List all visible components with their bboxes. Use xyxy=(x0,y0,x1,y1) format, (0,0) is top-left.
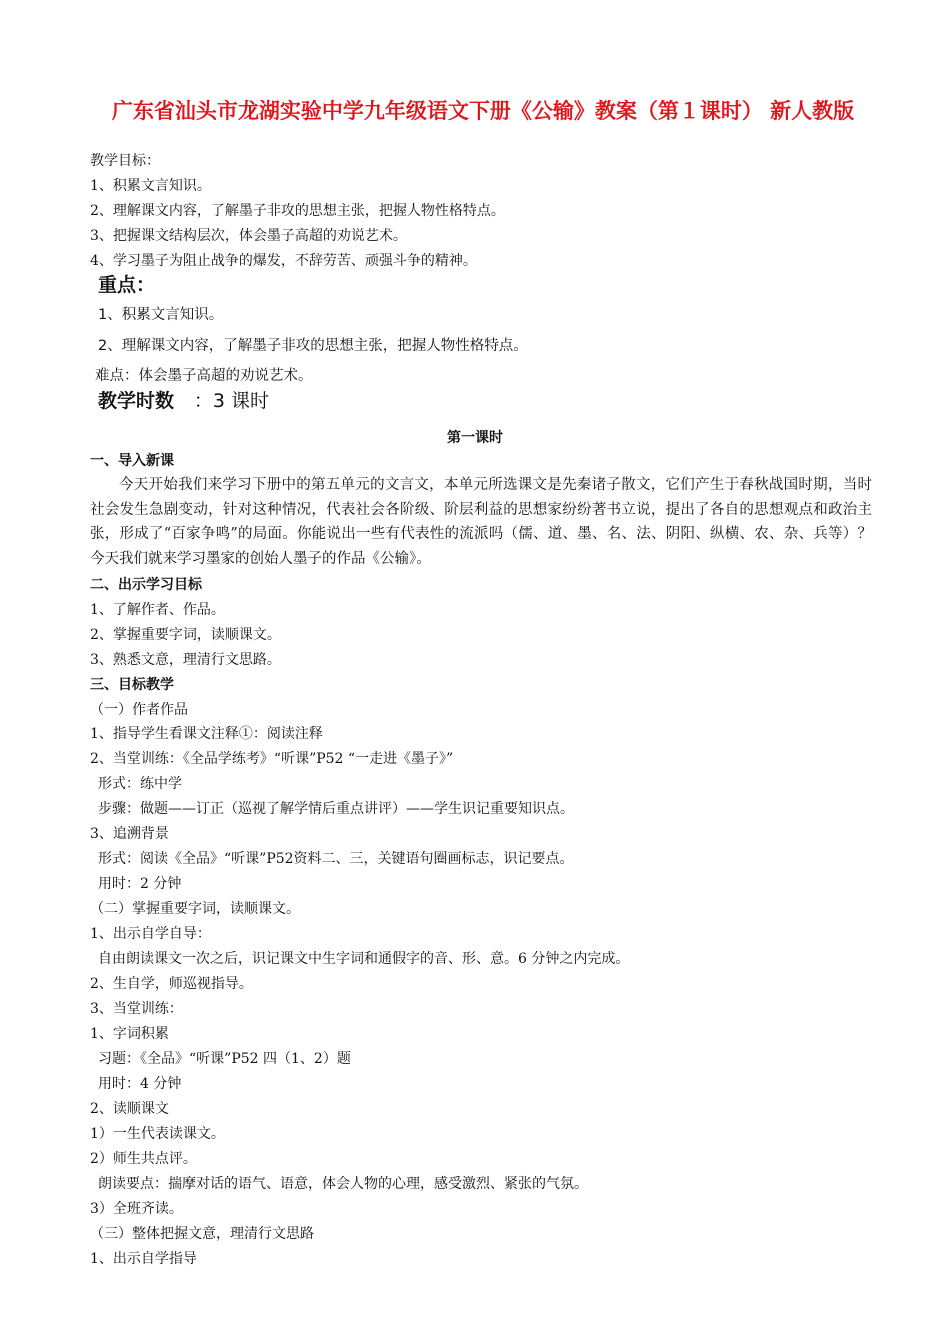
section3-line: 1、出示自学自导： xyxy=(90,926,211,942)
section3-line: 1）一生代表读课文。 xyxy=(90,1126,225,1142)
document-title: 广东省汕头市龙湖实验中学九年级语文下册《公输》教案（第１课时） 新人教版 xyxy=(111,99,855,123)
section3-line: 2、当堂训练：《全品学练考》“听课”P52 “一走进《墨子》” xyxy=(90,751,454,767)
section3-line: 1、出示自学指导 xyxy=(90,1251,197,1267)
section3-line: 1、指导学生看课文注释①：阅读注释 xyxy=(90,726,323,742)
section3-line: （一）作者作品 xyxy=(90,702,188,718)
section3-line: 3、追溯背景 xyxy=(90,826,169,842)
section1-paragraph: 今天开始我们来学习下册中的第五单元的文言文，本单元所选课文是先秦诸子散文，它们产生于春秋战国时期，当时社会发生急剧变动，针对这种情况，代表社会各阶级、阶层利益的思想家纷纷著书立说，提出了各自的思想观点和政治主张，形成了“百家争鸣”的局面。你能说出一些有代表性的流派吗（儒、道、墨、名、法、阴阳、纵横、农、杂、兵等）？今天我们就来学习墨家的创始人墨子的作品《公输》。 xyxy=(90,477,872,567)
section3-line: （二）掌握重要字词，读顺课文。 xyxy=(90,901,300,917)
objective-item: 4、学习墨子为阻止战争的爆发，不辞劳苦、顽强斗争的精神。 xyxy=(90,253,477,269)
section1-heading: 一、导入新课 xyxy=(90,453,174,469)
section3-line: 3、当堂训练： xyxy=(90,1001,183,1017)
section3-line: 1、字词积累 xyxy=(90,1026,169,1042)
teaching-hours xyxy=(98,389,269,413)
section3-line: 3）全班齐读。 xyxy=(90,1201,183,1217)
lesson-title: 第一课时 xyxy=(447,430,503,446)
section3-line: 形式：练中学 xyxy=(98,776,182,792)
section3-line: 2、读顺课文 xyxy=(90,1101,169,1117)
teaching-hours-value: ：3 课时 xyxy=(193,390,270,412)
section3-line: 朗读要点：揣摩对话的语气、语意，体会人物的心理，感受激烈、紧张的气氛。 xyxy=(98,1176,588,1192)
objective-item: 2、理解课文内容，了解墨子非攻的思想主张，把握人物性格特点。 xyxy=(90,203,505,219)
section2-item: 1、了解作者、作品。 xyxy=(90,602,225,618)
section3-heading: 三、目标教学 xyxy=(90,677,174,693)
section3-line: 习题：《全品》“听课”P52 四（1、2）题 xyxy=(98,1051,351,1067)
objectives-label: 教学目标： xyxy=(90,153,160,169)
teaching-hours-label: 教学时数 xyxy=(98,390,175,412)
section2-item: 3、熟悉文意，理清行文思路。 xyxy=(90,652,281,668)
section3-line: 形式：阅读《全品》“听课”P52资料二、三，关键语句圈画标志，识记要点。 xyxy=(98,851,574,867)
section3-line: （三）整体把握文意，理清行文思路 xyxy=(90,1226,314,1242)
section2-item: 2、掌握重要字词，读顺课文。 xyxy=(90,627,281,643)
section3-line: 2、生自学，师巡视指导。 xyxy=(90,976,253,992)
difficulty-line: 难点：体会墨子高超的劝说艺术。 xyxy=(95,368,313,384)
section3-line: 用时：4 分钟 xyxy=(98,1076,182,1092)
key-point-item: 1、积累文言知识。 xyxy=(98,307,224,323)
section3-line: 2）师生共点评。 xyxy=(90,1151,197,1167)
section3-line: 步骤：做题——订正（巡视了解学情后重点讲评）——学生识记重要知识点。 xyxy=(98,801,574,817)
key-points-label: 重点： xyxy=(98,274,156,296)
objective-item: 1、积累文言知识。 xyxy=(90,178,211,194)
objective-item: 3、把握课文结构层次，体会墨子高超的劝说艺术。 xyxy=(90,228,407,244)
section2-heading: 二、出示学习目标 xyxy=(90,577,202,593)
section3-line: 自由朗读课文一次之后，识记课文中生字词和通假字的音、形、意。6 分钟之内完成。 xyxy=(98,951,630,967)
section3-line: 用时：2 分钟 xyxy=(98,876,182,892)
key-point-item: 2、理解课文内容，了解墨子非攻的思想主张，把握人物性格特点。 xyxy=(98,338,528,354)
